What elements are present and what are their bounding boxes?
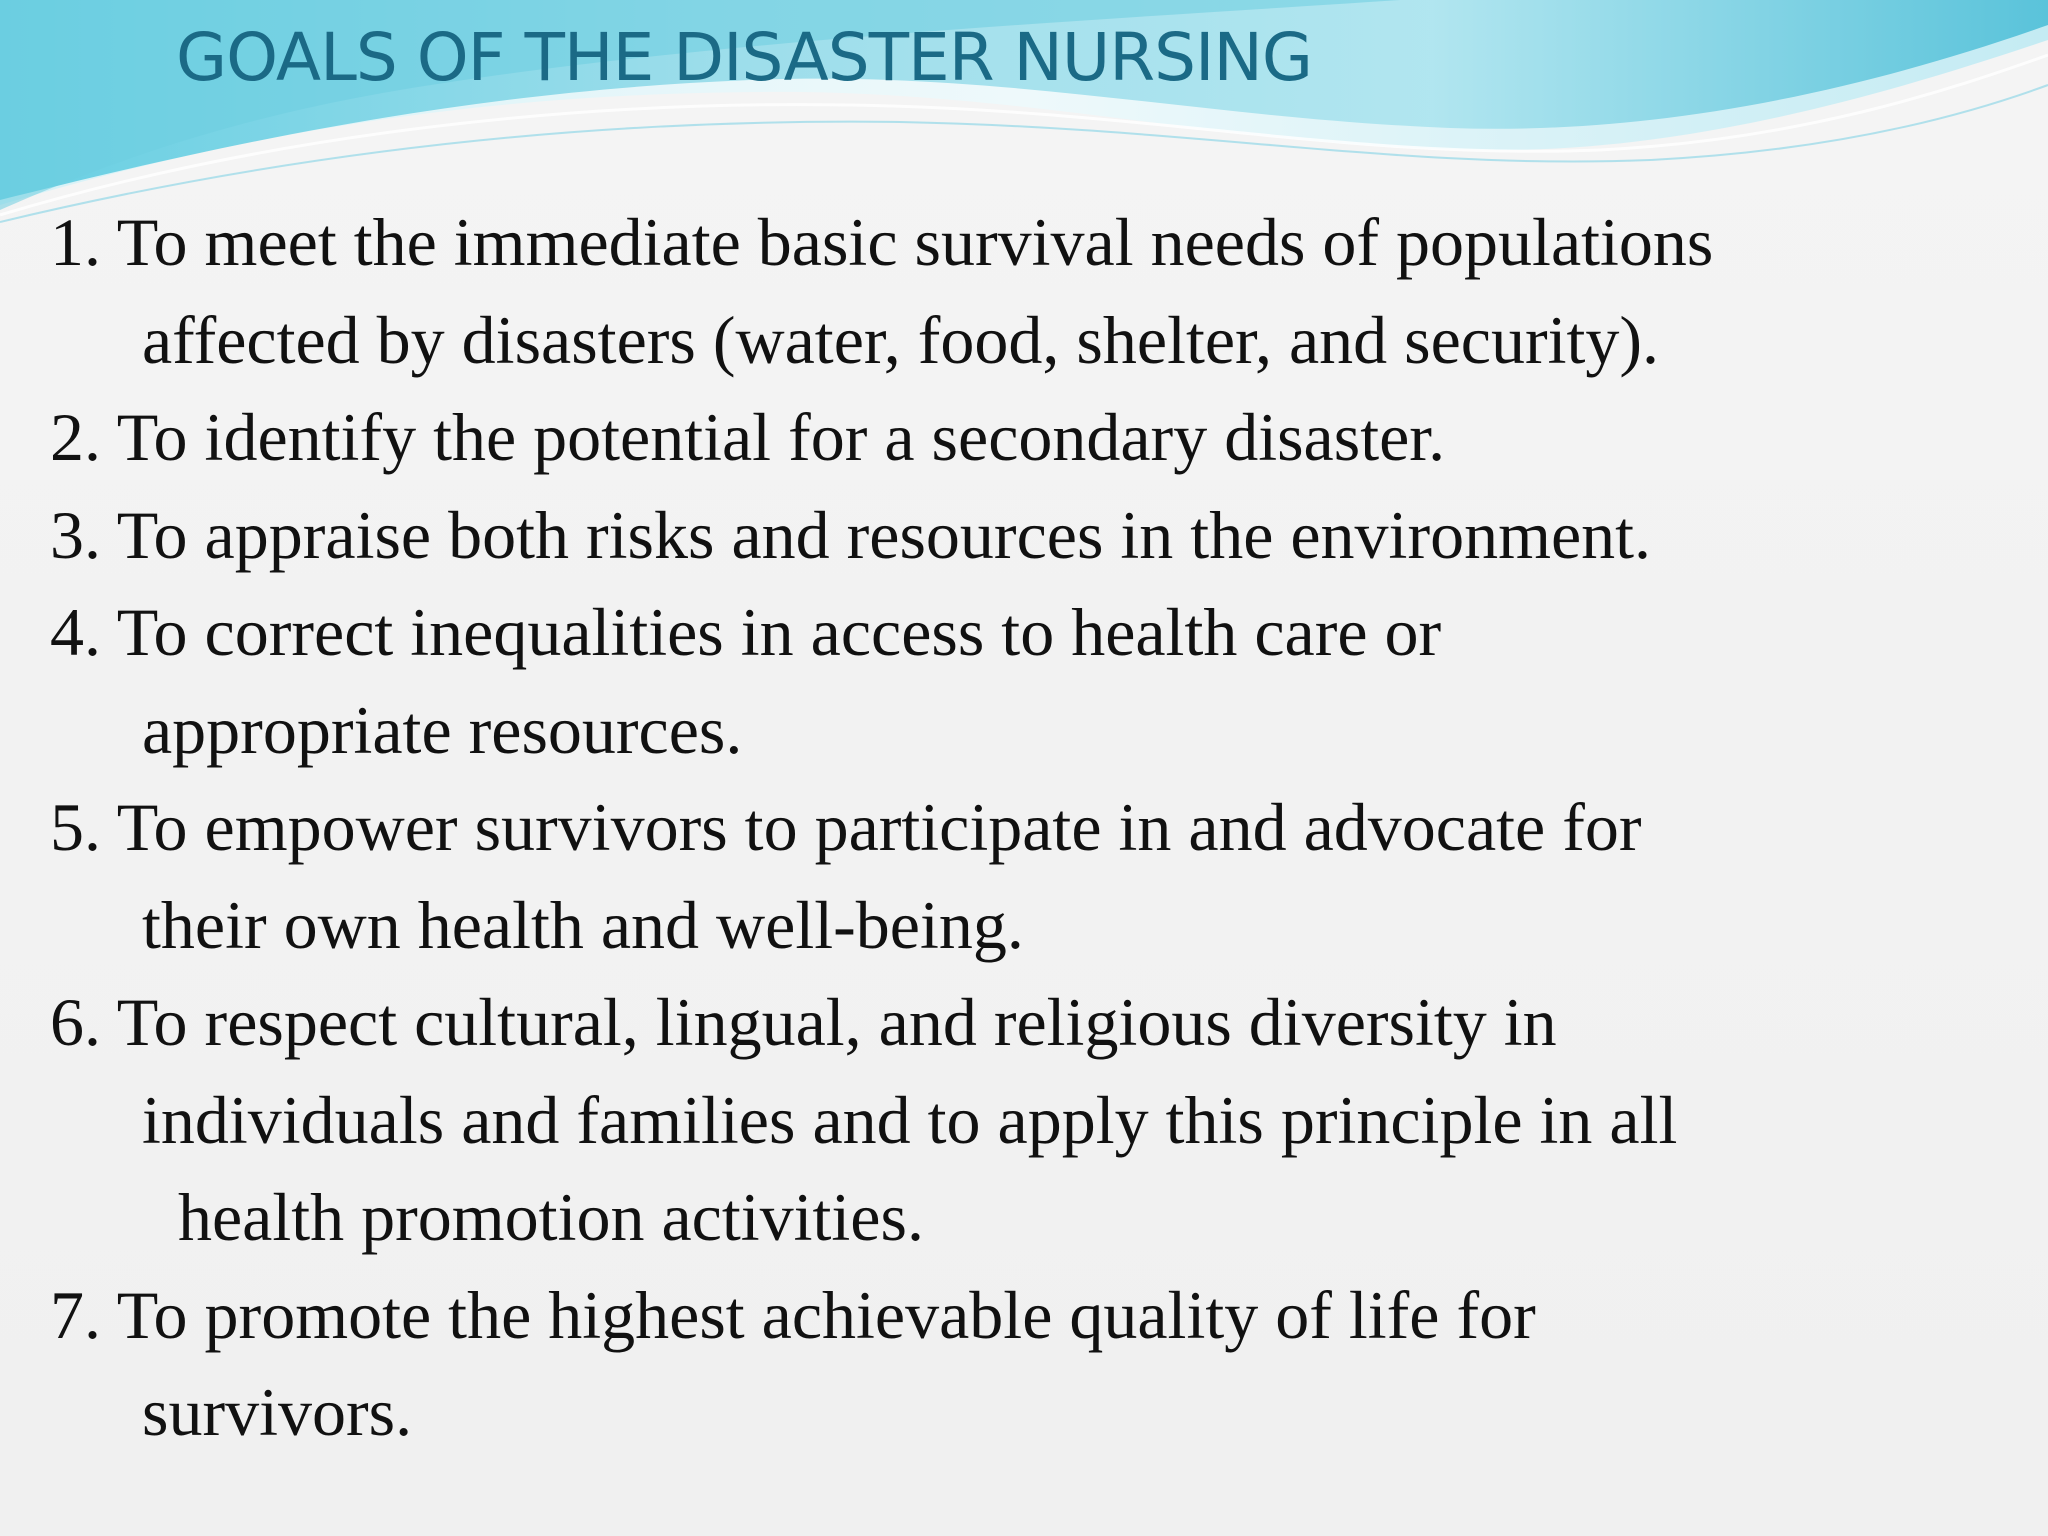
goal-6-line-1: 6. To respect cultural, lingual, and religious diversity in: [50, 984, 1557, 1060]
goal-4-line-1: 4. To correct inequalities in access to health care or: [50, 594, 1442, 670]
goal-7-line-2: survivors.: [142, 1374, 413, 1450]
goal-2-line-1: 2. To identify the potential for a secondary disaster.: [50, 399, 1446, 475]
goal-5-line-1: 5. To empower survivors to participate in and advocate for: [50, 789, 1642, 865]
slide-title: GOALS OF THE DISASTER NURSING: [176, 19, 1312, 96]
goal-6-line-2: individuals and families and to apply this principle in all: [142, 1081, 1678, 1158]
goal-7-line-1: 7. To promote the highest achievable quality of life for: [50, 1276, 1536, 1353]
goal-6-line-3: health promotion activities.: [178, 1179, 924, 1255]
goal-5-line-2: their own health and well-being.: [142, 886, 1024, 963]
goals-list: [50, 194, 2010, 1462]
goal-4-line-2: appropriate resources.: [142, 691, 743, 768]
goal-1-line-1: 1. To meet the immediate basic survival needs of populations: [50, 204, 1714, 280]
goal-3-line-1: 3. To appraise both risks and resources in the environment.: [50, 496, 1652, 573]
goal-1-line-2: affected by disasters (water, food, shelter, and security).: [142, 301, 1660, 378]
